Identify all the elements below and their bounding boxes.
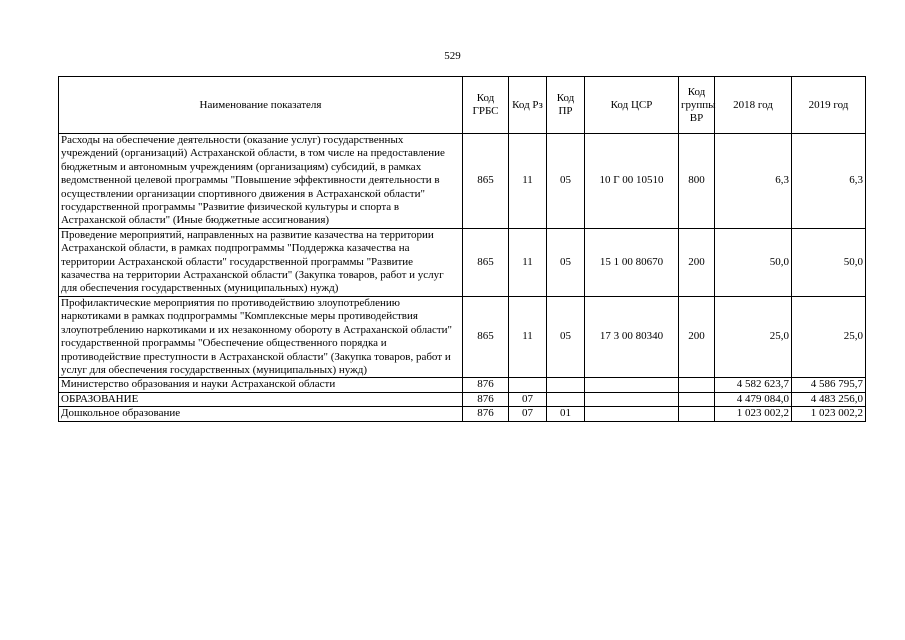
row-2019: 4 483 256,0 [792,392,866,406]
row-2019: 25,0 [792,296,866,377]
row-rz: 11 [509,134,547,229]
header-2019: 2019 год [792,77,866,134]
row-grbs: 865 [463,134,509,229]
row-2019: 4 586 795,7 [792,378,866,392]
header-grbs: Код ГРБС [463,77,509,134]
row-rz: 11 [509,296,547,377]
row-name: ОБРАЗОВАНИЕ [59,392,463,406]
table-row [59,378,866,392]
row-name: Профилактические мероприятия по противодействию злоупотреблению наркотиками в рамках подпрограммы "Комплексные меры противодействия злоупотреблению наркотиками и их незаконному обороту в Астраханской области" государственной программы "Обеспечение общественного порядка и противодействие преступности в Астраханской области" (Закупка товаров, работ и услуг для обеспечения государственных (муниципальных) нужд) [59,296,463,377]
row-grbs: 865 [463,296,509,377]
header-pr: Код ПР [547,77,585,134]
row-csr: 15 1 00 80670 [585,228,679,296]
row-csr: 10 Г 00 10510 [585,134,679,229]
row-grbs: 865 [463,228,509,296]
row-vr: 200 [679,296,715,377]
row-pr: 05 [547,134,585,229]
row-2018: 4 479 084,0 [715,392,792,406]
row-2018: 6,3 [715,134,792,229]
table-header-row [59,77,866,134]
row-rz: 11 [509,228,547,296]
row-name: Расходы на обеспечение деятельности (оказание услуг) государственных учреждений (организаций) Астраханской области, в том числе на предоставление бюджетным и автономным учреждениям (организациям) субсидий, в рамках ведомственной целевой программы "Повышение эффективности деятельности в осуществлении организации спортивного движения в Астраханской области" государственной программы "Развитие физической культуры и спорта в Астраханской области" (Иные бюджетные ассигнования) [59,134,463,229]
row-name: Министерство образования и науки Астраханской области [59,378,463,392]
row-grbs: 876 [463,392,509,406]
budget-table [58,76,866,422]
row-vr [679,392,715,406]
row-2019: 1 023 002,2 [792,407,866,421]
row-2018: 1 023 002,2 [715,407,792,421]
row-csr [585,378,679,392]
row-rz: 07 [509,392,547,406]
row-vr [679,378,715,392]
row-name: Дошкольное образование [59,407,463,421]
table-row [59,392,866,406]
row-2018: 4 582 623,7 [715,378,792,392]
row-2019: 50,0 [792,228,866,296]
row-2018: 50,0 [715,228,792,296]
page-number: 529 [444,50,461,62]
table-row [59,296,866,377]
table-row [59,228,866,296]
row-pr: 05 [547,228,585,296]
row-pr: 05 [547,296,585,377]
row-csr [585,392,679,406]
row-vr: 800 [679,134,715,229]
row-csr: 17 3 00 80340 [585,296,679,377]
table-row [59,134,866,229]
row-2019: 6,3 [792,134,866,229]
row-grbs: 876 [463,407,509,421]
row-rz [509,378,547,392]
row-pr [547,392,585,406]
row-rz: 07 [509,407,547,421]
row-pr [547,378,585,392]
header-2018: 2018 год [715,77,792,134]
header-rz: Код Рз [509,77,547,134]
row-vr: 200 [679,228,715,296]
header-vr: Код группы ВР [679,77,715,134]
header-csr: Код ЦСР [585,77,679,134]
table-row [59,407,866,421]
row-vr [679,407,715,421]
row-2018: 25,0 [715,296,792,377]
row-name: Проведение мероприятий, направленных на развитие казачества на территории Астраханской области, в рамках подпрограммы "Поддержка казачества на территории Астраханской области" государственной программы "Развитие казачества на территории Астраханской области" (Закупка товаров, работ и услуг для обеспечения государственных (муниципальных) нужд) [59,228,463,296]
header-name: Наименование показателя [59,77,463,134]
row-grbs: 876 [463,378,509,392]
row-csr [585,407,679,421]
row-pr: 01 [547,407,585,421]
